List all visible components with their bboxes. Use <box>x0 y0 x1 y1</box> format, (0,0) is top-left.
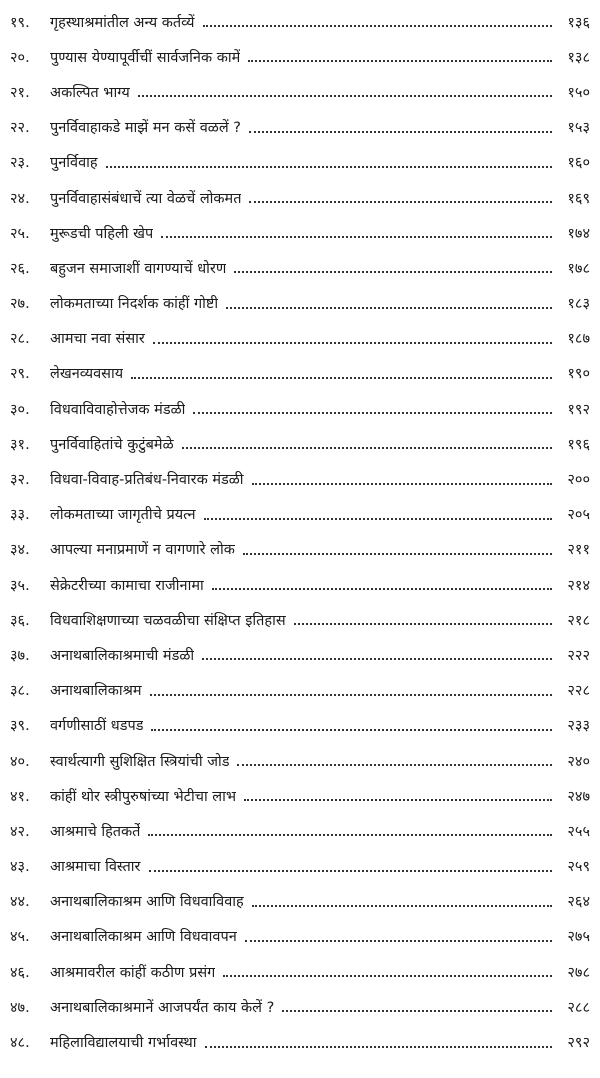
chapter-number: २४. <box>10 190 30 207</box>
dot-leader <box>131 376 552 379</box>
page-number: २७५ <box>567 929 590 946</box>
chapter-title: विधवाशिक्षणाच्या चळवळीचा संक्षिप्त इतिहास <box>50 612 286 629</box>
page-number: २२२ <box>567 647 590 664</box>
dot-leader <box>249 200 552 203</box>
dot-leader <box>106 165 552 168</box>
chapter-number: ३७. <box>10 647 30 664</box>
toc-entry <box>10 74 590 109</box>
chapter-number: ३२. <box>10 472 30 489</box>
chapter-title: सेक्रेटरीच्या कामाचा राजीनामा <box>50 577 204 594</box>
page-number: २८८ <box>567 999 590 1016</box>
toc-entry <box>10 673 590 708</box>
chapter-title: अनाथबालिकाश्रम <box>50 683 142 700</box>
dot-leader <box>226 306 552 309</box>
chapter-title: अनाथबालिकाश्रमाची मंडळी <box>50 647 195 664</box>
chapter-number: ३०. <box>10 401 30 418</box>
toc-entry <box>10 426 590 461</box>
chapter-title: आश्रमाचा विस्तार <box>50 859 141 876</box>
dot-leader <box>252 482 552 485</box>
toc-entry <box>10 145 590 180</box>
dot-leader <box>282 1009 552 1012</box>
chapter-number: २२. <box>10 120 30 137</box>
page-number: १९२ <box>567 401 590 418</box>
chapter-number: ३५. <box>10 577 30 594</box>
dot-leader <box>234 270 552 273</box>
toc-entry <box>10 4 590 39</box>
page-number: २९२ <box>567 1035 590 1052</box>
dot-leader <box>294 622 552 625</box>
dot-leader <box>148 833 552 836</box>
chapter-number: २५. <box>10 225 30 242</box>
dot-leader <box>204 517 552 520</box>
dot-leader <box>149 869 553 872</box>
chapter-number: २०. <box>10 49 30 66</box>
chapter-number: ४५. <box>10 929 30 946</box>
chapter-title: कांहीं थोर स्त्रीपुरुषांच्या भेटीचा लाभ <box>50 788 237 805</box>
chapter-number: ३४. <box>10 542 30 559</box>
page-number: २५५ <box>567 823 590 840</box>
page-number: १६० <box>567 155 590 172</box>
chapter-title: लेखनव्यवसाय <box>50 366 124 383</box>
toc-entry <box>10 637 590 672</box>
chapter-number: ३३. <box>10 507 30 524</box>
chapter-title: विधवा-विवाह-प्रतिबंध-निवारक मंडळी <box>50 472 244 489</box>
toc-entry <box>10 919 590 954</box>
table-of-contents <box>10 4 590 1060</box>
page-number: १८३ <box>567 296 590 313</box>
chapter-title: अनाथबालिकाश्रमानें आजपर्यंत काय केलें ? <box>50 999 275 1016</box>
chapter-number: ४६. <box>10 964 30 981</box>
toc-entry <box>10 356 590 391</box>
dot-leader <box>205 1045 552 1048</box>
toc-entry <box>10 39 590 74</box>
dot-leader <box>138 94 552 97</box>
toc-entry <box>10 532 590 567</box>
chapter-title: स्वार्थत्यागी सुशिक्षित स्त्रियांची जोड <box>50 753 230 770</box>
toc-entry <box>10 884 590 919</box>
toc-entry <box>10 250 590 285</box>
dot-leader <box>249 130 552 133</box>
toc-entry <box>10 286 590 321</box>
chapter-title: विधवाविवाहोत्तेजक मंडळी <box>50 401 186 418</box>
toc-entry <box>10 778 590 813</box>
chapter-number: २१. <box>10 84 30 101</box>
chapter-title: आश्रमाचे हितकर्ते <box>50 823 141 840</box>
toc-entry <box>10 849 590 884</box>
chapter-title: पुनर्विवाहासंबंधाचें त्या वेळचें लोकमत <box>50 190 242 207</box>
chapter-title: महिलाविद्यालयाची गर्भावस्था <box>50 1035 197 1052</box>
chapter-number: २७. <box>10 296 30 313</box>
page-number: १८७ <box>567 331 590 348</box>
toc-entry <box>10 215 590 250</box>
page-number: २५९ <box>567 859 590 876</box>
chapter-title: आपल्या मनाप्रमाणें न वागणारे लोक <box>50 542 235 559</box>
page-number: १६९ <box>567 190 590 207</box>
toc-entry <box>10 497 590 532</box>
dot-leader <box>244 798 552 801</box>
chapter-title: पुण्यास येण्यापूर्वीचीं सार्वजनिक कामें <box>50 49 241 66</box>
chapter-title: अनाथबालिकाश्रम आणि विधवाविवाह <box>50 894 244 911</box>
toc-entry <box>10 989 590 1024</box>
page-number: २१८ <box>567 612 590 629</box>
chapter-number: ३९. <box>10 718 30 735</box>
page-number: १७८ <box>567 260 590 277</box>
dot-leader <box>248 59 552 62</box>
page-number: २४० <box>567 753 590 770</box>
page-number: १७४ <box>567 225 590 242</box>
page-number: २६४ <box>567 894 590 911</box>
chapter-title: अनाथबालिकाश्रम आणि विधवावपन <box>50 929 237 946</box>
page-number: २०० <box>567 472 590 489</box>
page-number: २२८ <box>567 683 590 700</box>
chapter-title: मुरूडची पहिली खेप <box>50 225 154 242</box>
chapter-title: आश्रमावरील कांहीं कठीण प्रसंग <box>50 964 216 981</box>
chapter-title: गृहस्थाश्रमांतील अन्य कर्तव्यें <box>50 14 195 31</box>
page-number: १३६ <box>567 14 590 31</box>
toc-entry <box>10 1024 590 1059</box>
dot-leader <box>150 693 552 696</box>
dot-leader <box>212 587 552 590</box>
chapter-title: लोकमताच्या जागृतीचे प्रयत्न <box>50 507 196 524</box>
dot-leader <box>161 235 552 238</box>
page-number: २४७ <box>567 788 590 805</box>
page-number: २७८ <box>567 964 590 981</box>
chapter-number: २९. <box>10 366 30 383</box>
toc-entry <box>10 110 590 145</box>
dot-leader <box>243 552 552 555</box>
dot-leader <box>252 904 552 907</box>
dot-leader <box>245 939 552 942</box>
chapter-number: ४२. <box>10 823 30 840</box>
chapter-number: ४४. <box>10 894 30 911</box>
chapter-title: आमचा नवा संसार <box>50 331 145 348</box>
toc-entry <box>10 813 590 848</box>
chapter-number: २३. <box>10 155 30 172</box>
dot-leader <box>237 763 552 766</box>
dot-leader <box>193 411 552 414</box>
chapter-title: लोकमताच्या निदर्शक कांहीं गोष्टी <box>50 296 219 313</box>
toc-entry <box>10 391 590 426</box>
dot-leader <box>153 341 552 344</box>
toc-entry <box>10 743 590 778</box>
toc-entry <box>10 567 590 602</box>
page-number: २१४ <box>567 577 590 594</box>
toc-entry <box>10 321 590 356</box>
chapter-number: ३१. <box>10 436 30 453</box>
dot-leader <box>202 657 552 660</box>
dot-leader <box>182 446 552 449</box>
dot-leader <box>151 728 552 731</box>
chapter-title: वर्गणीसाठीं धडपड <box>50 718 144 735</box>
toc-entry <box>10 602 590 637</box>
toc-entry <box>10 954 590 989</box>
page-number: १५० <box>567 84 590 101</box>
page-number: १९६ <box>567 436 590 453</box>
chapter-number: ४३. <box>10 859 30 876</box>
chapter-title: पुनर्विवाहितांचे कुटुंबमेळे <box>50 436 174 453</box>
chapter-number: २८. <box>10 331 30 348</box>
page-number: २०५ <box>567 507 590 524</box>
chapter-title: बहुजन समाजाशीं वागण्याचें धोरण <box>50 260 227 277</box>
chapter-number: ४०. <box>10 753 30 770</box>
chapter-number: ४१. <box>10 788 30 805</box>
toc-entry <box>10 708 590 743</box>
chapter-number: १९. <box>10 14 30 31</box>
dot-leader <box>223 974 552 977</box>
page-number: २११ <box>567 542 590 559</box>
page-number: १५३ <box>567 120 590 137</box>
dot-leader <box>203 24 552 27</box>
chapter-title: पुनर्विवाह <box>50 155 98 172</box>
chapter-number: ४८. <box>10 1035 30 1052</box>
chapter-number: ३८. <box>10 683 30 700</box>
toc-entry <box>10 461 590 496</box>
page-number: १३८ <box>567 49 590 66</box>
chapter-number: ४७. <box>10 999 30 1016</box>
chapter-title: अकल्पित भाग्य <box>50 84 130 101</box>
page-number: २३३ <box>567 718 590 735</box>
chapter-number: ३६. <box>10 612 30 629</box>
toc-entry <box>10 180 590 215</box>
chapter-number: २६. <box>10 260 30 277</box>
page-number: १९० <box>567 366 590 383</box>
chapter-title: पुनर्विवाहाकडे माझें मन कसें वळलें ? <box>50 120 241 137</box>
